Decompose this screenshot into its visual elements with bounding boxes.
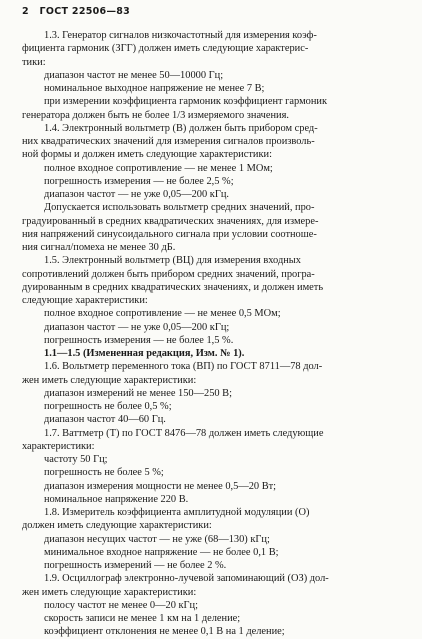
text-line: диапазон измерения мощности не менее 0,5—20 Вт;	[44, 480, 277, 492]
text-line: жен иметь следующие характеристики:	[22, 374, 197, 386]
text-line: при измерении коэффициента гармоник коэффициент гармоник	[44, 96, 328, 108]
text-line: следующие характеристики:	[22, 295, 148, 306]
text-line: погрешность измерения — не более 1,5 %.	[44, 334, 234, 346]
text-line: градуированный в средних квадратических значениях, для измере-	[22, 215, 319, 227]
text-line: номинальное напряжение 220 В.	[44, 493, 189, 505]
text-line: диапазон несущих частот — не уже (68—130) кГц;	[44, 533, 270, 545]
text-line: них квадратических значений для измерения сигналов произволь-	[22, 136, 315, 147]
text-line: 1.5. Электронный вольтметр (ВЦ) для измерения входных	[44, 255, 301, 267]
text-line: частоту 50 Гц;	[44, 454, 108, 465]
text-line: сопротивлений должен быть прибором средних значений, програ-	[22, 268, 315, 280]
text-line: диапазон частот — не уже 0,05—200 кГц;	[44, 321, 230, 333]
text-line: диапазон частот не менее 50—10000 Гц;	[44, 69, 224, 81]
page-number: 2	[22, 6, 29, 17]
text-line: погрешность измерений — не более 2 %.	[44, 560, 227, 571]
text-line: полосу частот не менее 0—20 кГц;	[44, 599, 198, 611]
text-line: минимальное входное напряжение — не более 0,1 В;	[44, 546, 279, 558]
text-line: погрешность измерения — не более 2,5 %;	[44, 175, 234, 187]
text-line: 1.6. Вольтметр переменного тока (ВП) по ГОСТ 8711—78 дол-	[44, 361, 323, 373]
text-line: генератора должен быть не более 1/3 измеряемого значения.	[22, 109, 289, 121]
text-line: 1.7. Ваттметр (Т) по ГОСТ 8476—78 должен иметь следующие	[44, 427, 324, 439]
text-line: диапазон частот 40—60 Гц.	[44, 414, 166, 426]
text-line: 1.8. Измеритель коэффициента амплитудной модуляции (О)	[44, 507, 310, 518]
text-line: характеристики:	[22, 440, 95, 452]
text-line: 1.4. Электронный вольтметр (В) должен быть прибором сред-	[44, 122, 318, 134]
text-line: полное входное сопротивление — не менее 0,5 МОм;	[44, 308, 281, 320]
text-line: диапазон частот — не уже 0,05—200 кГц.	[44, 189, 229, 200]
text-line: ния сигнал/помеха не менее 30 дБ.	[22, 242, 176, 253]
text-line: 1.9. Осциллограф электронно-лучевой запоминающий (ОЗ) дол-	[44, 573, 329, 585]
text-line: тики:	[22, 56, 46, 68]
standard-code: ГОСТ 22506—83	[39, 6, 131, 17]
text-line: диапазон измерений не менее 150—250 В;	[44, 387, 233, 399]
text-line: погрешность не более 0,5 %;	[44, 401, 172, 412]
amendment-note: 1.1—1.5 (Измененная редакция, Изм. № 1).	[44, 348, 245, 359]
text-line: ния напряжений синусоидального сигнала при условии соотноше-	[22, 228, 317, 240]
text-line: фициента гармоник (ЗГГ) должен иметь следующие характерис-	[22, 43, 309, 55]
text-line: скорость записи не менее 1 км на 1 деление;	[44, 613, 241, 624]
text-line: погрешность не более 5 %;	[44, 467, 164, 479]
page-header	[22, 6, 137, 17]
text-line: полное входное сопротивление — не менее 1 МОм;	[44, 162, 273, 174]
text-line: жен иметь следующие характеристики:	[22, 586, 197, 598]
text-line: должен иметь следующие характеристики:	[22, 520, 212, 532]
text-line: ной формы и должен иметь следующие характеристики:	[22, 149, 272, 161]
text-line: номинальное выходное напряжение не менее 7 В;	[44, 83, 265, 94]
text-line: 1.3. Генератор сигналов низкочастотный для измерения коэф-	[44, 30, 317, 41]
document-body	[22, 29, 410, 639]
text-line: дуированным в средних квадратических значениях, и должен иметь	[22, 281, 324, 293]
text-line: Допускается использовать вольтметр средних значений, про-	[44, 202, 315, 214]
text-line: коэффициент отклонения не менее 0,1 В на 1 деление;	[44, 626, 285, 638]
